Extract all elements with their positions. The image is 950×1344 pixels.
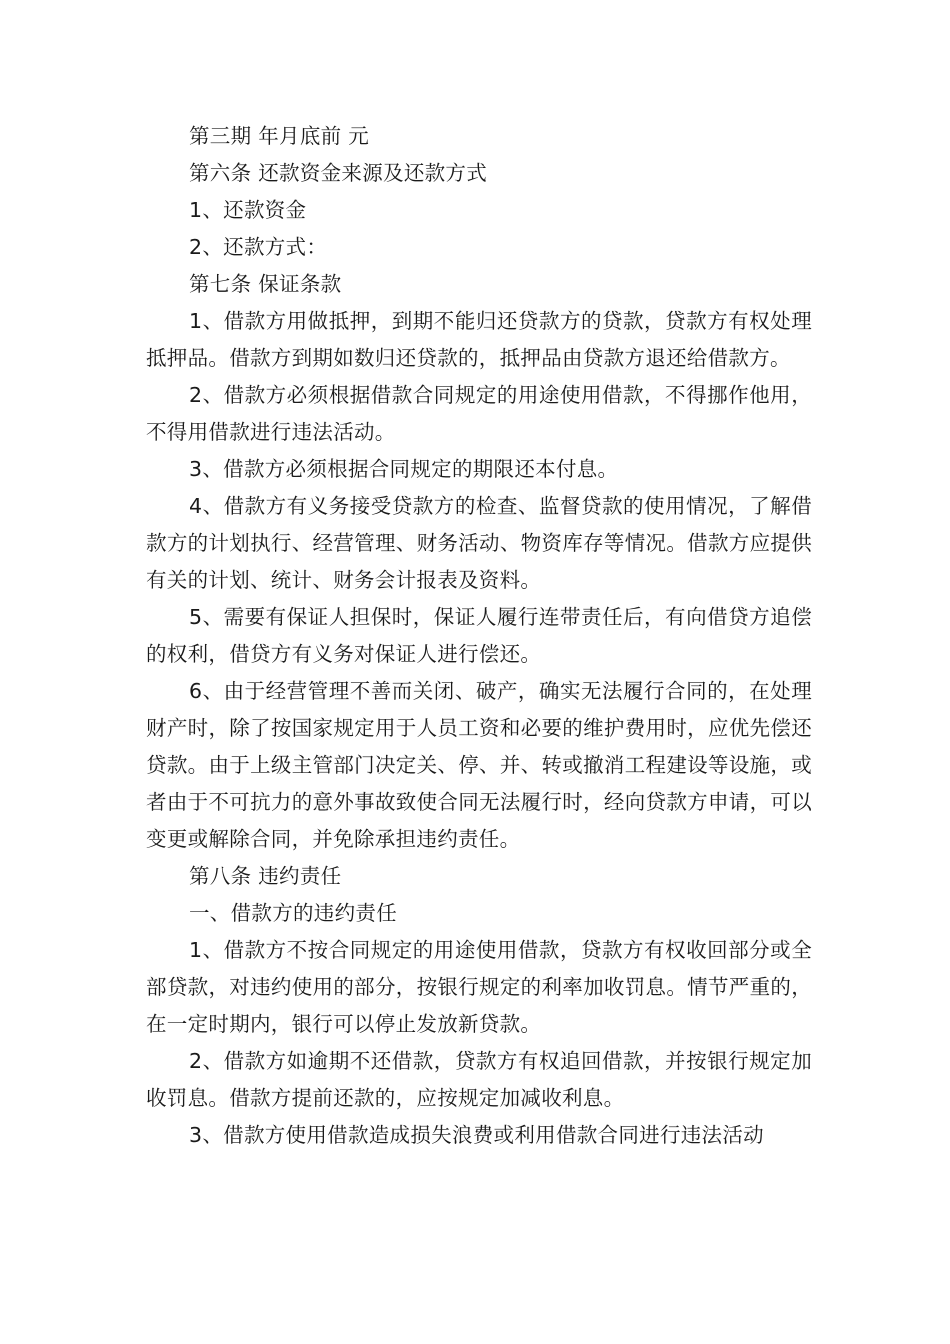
article-7-heading: 第七条 保证条款 [189, 272, 342, 296]
liability-clause-2: 2、借款方如逾期不还借款，贷款方有权追回借款，并按银行规定加收罚息。借款方提前还款的，应按规定加减收利息。 [146, 1049, 812, 1110]
article-6-heading: 第六条 还款资金来源及还款方式 [189, 161, 488, 185]
liability-clause-3: 3、借款方使用借款造成损失浪费或利用借款合同进行违法活动 [189, 1123, 764, 1147]
liability-clause-1: 1、借款方不按合同规定的用途使用借款，贷款方有权收回部分或全部贷款，对违约使用的部分，按银行规定的利率加收罚息。情节严重的，在一定时期内，银行可以停止发放新贷款。 [146, 938, 812, 1036]
guarantee-clause-6: 6、由于经营管理不善而关闭、破产，确实无法履行合同的，在处理财产时，除了按国家规定用于人员工资和必要的维护费用时，应优先偿还贷款。由于上级主管部门决定关、停、并、转或撤消工程建设等设施，或者由于不可抗力的意外事故致使合同无法履行时，经向贷款方申请，可以变更或解除合同，并免除承担违约责任。 [146, 679, 812, 851]
installment-line: 第三期 年月底前 元 [189, 124, 370, 148]
document-body [146, 118, 812, 1154]
guarantee-clause-2: 2、借款方必须根据借款合同规定的用途使用借款，不得挪作他用，不得用借款进行违法活动。 [146, 383, 812, 444]
guarantee-clause-3: 3、借款方必须根据合同规定的期限还本付息。 [189, 457, 619, 481]
guarantee-clause-5: 5、需要有保证人担保时，保证人履行连带责任后，有向借贷方追偿的权利，借贷方有义务对保证人进行偿还。 [146, 605, 812, 666]
article-8-heading: 第八条 违约责任 [189, 864, 342, 888]
repayment-funds-item: 1、还款资金 [189, 198, 307, 222]
borrower-liability-heading: 一、借款方的违约责任 [189, 901, 397, 925]
repayment-method-item: 2、还款方式： [189, 235, 328, 259]
guarantee-clause-1: 1、借款方用做抵押，到期不能归还贷款方的贷款，贷款方有权处理抵押品。借款方到期如数归还贷款的，抵押品由贷款方退还给借款方。 [146, 309, 812, 370]
guarantee-clause-4: 4、借款方有义务接受贷款方的检查、监督贷款的使用情况，了解借款方的计划执行、经营管理、财务活动、物资库存等情况。借款方应提供有关的计划、统计、财务会计报表及资料。 [146, 494, 812, 592]
